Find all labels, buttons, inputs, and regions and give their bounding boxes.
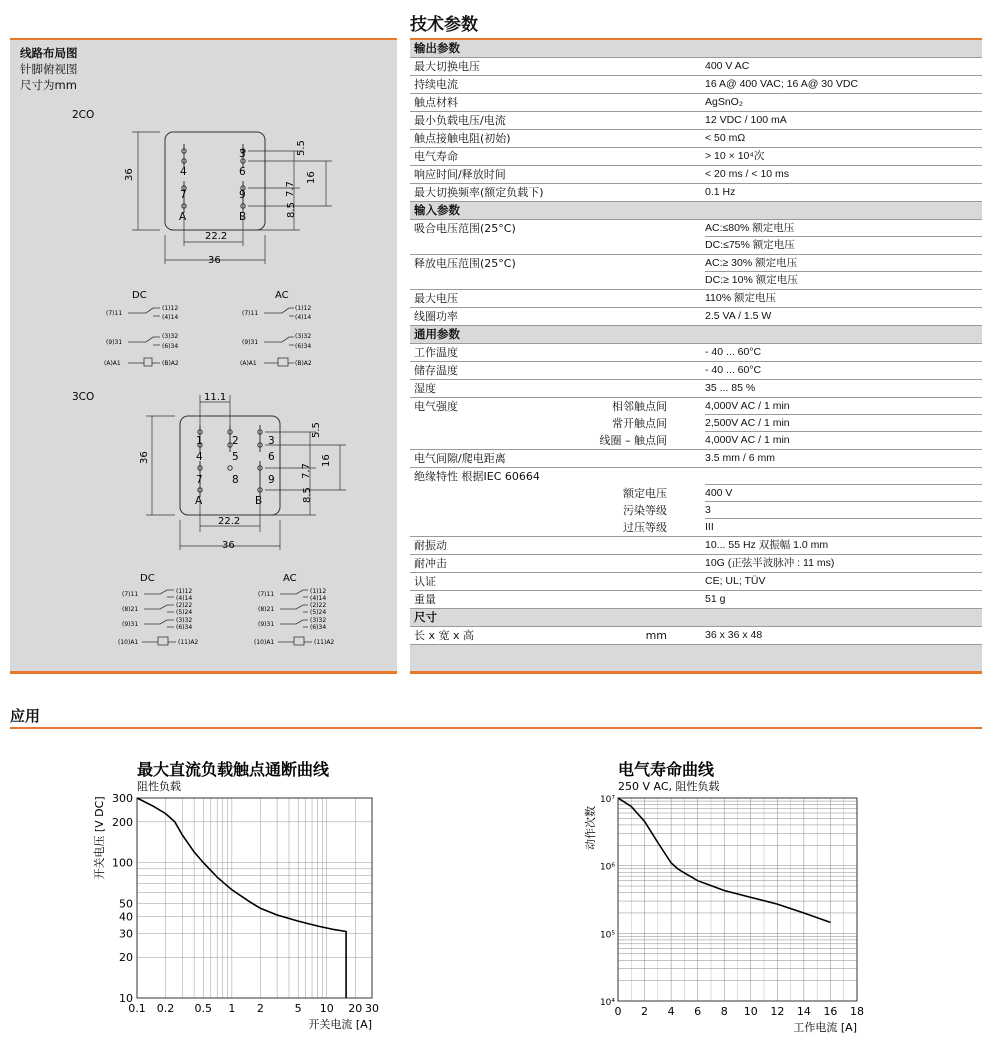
- spec-key: 工作温度: [414, 346, 458, 359]
- x-tick-label: 20: [348, 1002, 363, 1015]
- svg-text:(5)24: (5)24: [310, 609, 327, 616]
- svg-text:3: 3: [268, 435, 275, 447]
- chart-subtitle: 250 V AC, 阻性负载: [618, 780, 720, 793]
- spec-key: 绝缘特性 根据IEC 60664: [414, 470, 540, 483]
- spec-subkey: 污染等级: [623, 504, 667, 517]
- svg-text:A: A: [179, 211, 187, 223]
- svg-text:6: 6: [239, 166, 246, 178]
- spec-row: [410, 485, 982, 502]
- x-tick-label: 1: [228, 1002, 236, 1015]
- svg-text:8.5: 8.5: [286, 202, 297, 218]
- chart-title: 最大直流负载触点通断曲线: [137, 760, 330, 779]
- spec-key: 最大电压: [414, 292, 458, 305]
- svg-text:(A)A1: (A)A1: [240, 360, 257, 367]
- x-tick-label: 5: [294, 1002, 302, 1015]
- svg-text:7.7: 7.7: [301, 463, 312, 479]
- section-label: 输出参数: [414, 41, 460, 55]
- x-tick-label: 16: [823, 1005, 838, 1018]
- svg-text:(10)A1: (10)A1: [254, 639, 275, 646]
- spec-key: 最大切换电压: [414, 60, 480, 73]
- svg-text:(11)A2: (11)A2: [314, 639, 335, 646]
- spec-value: 2.5 VA / 1.5 W: [705, 310, 772, 322]
- svg-text:36: 36: [208, 255, 221, 266]
- svg-text:DC: DC: [132, 290, 147, 301]
- svg-text:(3)32: (3)32: [162, 333, 179, 340]
- spec-key: 认证: [414, 575, 436, 588]
- spec-value: - 40 ... 60°C: [705, 364, 762, 376]
- spec-value: > 10 × 10⁴次: [705, 150, 765, 162]
- spec-value: 36 x 36 x 48: [705, 629, 763, 641]
- spec-key: 线圈功率: [414, 310, 458, 323]
- x-tick-label: 2: [256, 1002, 264, 1015]
- svg-text:(4)14: (4)14: [176, 595, 193, 602]
- spec-row: [410, 255, 982, 272]
- spec-row: [410, 58, 982, 76]
- x-tick-label: 0.2: [156, 1002, 175, 1015]
- y-tick-label: 10⁴: [599, 998, 615, 1008]
- spec-value: < 20 ms / < 10 ms: [705, 168, 790, 180]
- x-tick-label: 2: [641, 1005, 649, 1018]
- svg-text:(1)12: (1)12: [295, 305, 312, 312]
- svg-text:(3)32: (3)32: [310, 617, 327, 624]
- spec-section-header: [410, 202, 982, 220]
- svg-text:(B)A2: (B)A2: [295, 360, 312, 367]
- svg-text:6: 6: [268, 451, 275, 463]
- y-tick-label: 50: [119, 897, 133, 911]
- spec-row: [410, 166, 982, 184]
- svg-text:B: B: [239, 211, 247, 223]
- spec-value: 4,000V AC / 1 min: [705, 434, 790, 446]
- y-tick-label: 100: [112, 856, 133, 870]
- spec-value: 2,500V AC / 1 min: [705, 417, 790, 429]
- x-axis-label: 工作电流 [A]: [793, 1021, 857, 1034]
- spec-row: [410, 468, 982, 485]
- svg-text:8: 8: [232, 474, 239, 486]
- spec-key: 耐冲击: [414, 557, 447, 570]
- svg-text:DC: DC: [140, 573, 155, 584]
- spec-key: 湿度: [414, 382, 436, 395]
- spec-row: [410, 555, 982, 573]
- dim-2co-left: 36: [124, 168, 135, 181]
- svg-text:11.1: 11.1: [204, 392, 227, 403]
- spec-section-header: [410, 40, 982, 58]
- spec-row: [410, 220, 982, 237]
- spec-value: 3.5 mm / 6 mm: [705, 452, 776, 464]
- svg-text:7: 7: [196, 474, 203, 486]
- y-tick-label: 10: [119, 992, 133, 1005]
- x-tick-label: 6: [694, 1005, 702, 1018]
- y-tick-label: 30: [119, 927, 133, 941]
- spec-section-header: [410, 609, 982, 627]
- spec-value: - 40 ... 60°C: [705, 346, 762, 358]
- left-bottom-rule: [10, 671, 397, 674]
- section-label: 尺寸: [414, 610, 437, 624]
- spec-key: 电气间隙/爬电距离: [414, 452, 506, 465]
- spec-subkey: mm: [645, 629, 667, 642]
- y-axis-label: 动作次数: [584, 806, 597, 850]
- spec-subkey: 常开触点间: [612, 417, 667, 430]
- x-tick-label: 4: [667, 1005, 675, 1018]
- panel-title: 线路布局图: [20, 46, 78, 60]
- spec-row: [410, 362, 982, 380]
- panel-subtitle: 针脚俯视图: [20, 62, 78, 76]
- spec-key: 电气强度: [414, 400, 458, 413]
- y-tick-label: 40: [119, 910, 133, 924]
- spec-value: < 50 mΩ: [705, 132, 746, 144]
- spec-row: [410, 308, 982, 326]
- spec-value: 10G (正弦半波脉冲 : 11 ms): [705, 557, 835, 569]
- spec-value: 12 VDC / 100 mA: [705, 114, 787, 126]
- spec-row: [410, 272, 982, 290]
- chart-subtitle: 阻性负载: [137, 780, 181, 793]
- svg-text:7: 7: [180, 189, 187, 201]
- spec-value: 51 g: [705, 593, 726, 605]
- x-tick-label: 18: [850, 1005, 864, 1018]
- svg-text:AC: AC: [275, 290, 289, 301]
- wiring-layout-panel: [10, 40, 397, 673]
- spec-value: 4,000V AC / 1 min: [705, 400, 790, 412]
- y-tick-label: 200: [112, 815, 133, 829]
- plot-frame: [137, 798, 372, 998]
- spec-key: 触点接触电阻(初始): [414, 132, 511, 145]
- chart-title: 电气寿命曲线: [618, 760, 715, 779]
- y-tick-label: 10⁷: [599, 795, 615, 805]
- spec-value: 35 ... 85 %: [705, 382, 756, 394]
- svg-text:16: 16: [306, 171, 317, 184]
- spec-row: [410, 290, 982, 308]
- spec-subkey: 线圈 – 触点间: [599, 434, 667, 447]
- label-3co: 3CO: [72, 391, 95, 403]
- spec-row: [410, 344, 982, 362]
- spec-row: [410, 537, 982, 555]
- spec-value: 16 A@ 400 VAC; 16 A@ 30 VDC: [705, 78, 859, 90]
- svg-text:16: 16: [321, 454, 332, 467]
- svg-text:(2)22: (2)22: [176, 602, 193, 609]
- svg-text:(B)A2: (B)A2: [162, 360, 179, 367]
- y-tick-label: 10⁵: [599, 930, 615, 941]
- x-tick-label: 10: [743, 1005, 758, 1018]
- svg-text:(9)31: (9)31: [258, 621, 275, 628]
- spec-row: [410, 627, 982, 645]
- spec-row: [410, 130, 982, 148]
- svg-text:5: 5: [232, 451, 239, 463]
- svg-text:5.5: 5.5: [296, 140, 307, 156]
- svg-text:(10)A1: (10)A1: [118, 639, 139, 646]
- svg-text:1: 1: [196, 435, 203, 447]
- spec-value: 400 V: [705, 487, 733, 499]
- svg-text:(7)11: (7)11: [258, 591, 275, 598]
- svg-text:B: B: [255, 495, 263, 507]
- spec-table: [410, 40, 982, 645]
- spec-value: 10... 55 Hz 双振幅 1.0 mm: [705, 539, 829, 551]
- svg-text:(1)12: (1)12: [176, 588, 193, 595]
- svg-text:36: 36: [139, 451, 150, 464]
- panel-unit-note: 尺寸为mm: [20, 78, 77, 92]
- x-axis-label: 开关电流 [A]: [308, 1018, 372, 1031]
- svg-text:(11)A2: (11)A2: [178, 639, 199, 646]
- spec-subkey: 相邻触点间: [612, 400, 667, 413]
- spec-table-footer: [410, 645, 982, 671]
- svg-text:(3)32: (3)32: [176, 617, 193, 624]
- svg-text:22.2: 22.2: [218, 516, 241, 527]
- spec-row: [410, 591, 982, 609]
- spec-row: [410, 432, 982, 450]
- spec-key: 触点材料: [414, 96, 458, 109]
- svg-text:3: 3: [239, 148, 246, 160]
- spec-row: [410, 148, 982, 166]
- x-tick-label: 0: [614, 1005, 622, 1018]
- svg-text:(6)34: (6)34: [295, 343, 312, 350]
- svg-text:AC: AC: [283, 573, 297, 584]
- spec-value: CE; UL; TÜV: [705, 575, 766, 587]
- svg-text:(8)21: (8)21: [258, 606, 275, 613]
- spec-row: [410, 573, 982, 591]
- spec-key: 持续电流: [414, 78, 458, 91]
- svg-text:5.5: 5.5: [311, 422, 322, 438]
- x-tick-label: 0.1: [128, 1002, 146, 1015]
- spec-value: DC:≥ 10% 额定电压: [705, 274, 798, 286]
- svg-text:(6)34: (6)34: [310, 624, 327, 631]
- spec-key: 重量: [414, 593, 436, 606]
- svg-text:9: 9: [239, 189, 246, 201]
- label-2co: 2CO: [72, 109, 95, 121]
- spec-value: AC:≥ 30% 额定电压: [705, 257, 798, 269]
- spec-subkey: 额定电压: [623, 487, 667, 500]
- spec-row: [410, 502, 982, 519]
- spec-row: [410, 380, 982, 398]
- spec-key: 最小负载电压/电流: [414, 114, 506, 127]
- spec-subkey: 过压等级: [623, 521, 667, 534]
- spec-row: [410, 398, 982, 415]
- electrical-life-chart: [580, 752, 880, 1037]
- application-rule: [10, 727, 982, 729]
- spec-key: 响应时间/释放时间: [414, 168, 506, 181]
- x-tick-label: 10: [319, 1002, 334, 1015]
- svg-text:(4)14: (4)14: [310, 595, 327, 602]
- svg-text:(9)31: (9)31: [106, 339, 123, 346]
- svg-text:(1)12: (1)12: [310, 588, 327, 595]
- svg-text:(6)34: (6)34: [176, 624, 193, 631]
- spec-row: [410, 519, 982, 537]
- y-axis-label: 开关电压 [V DC]: [93, 796, 106, 880]
- svg-text:(4)14: (4)14: [162, 314, 179, 321]
- spec-value: 0.1 Hz: [705, 186, 736, 198]
- x-tick-label: 0.5: [194, 1002, 213, 1015]
- svg-text:(8)21: (8)21: [122, 606, 139, 613]
- spec-title: 技术参数: [410, 15, 478, 35]
- svg-text:A: A: [195, 495, 203, 507]
- spec-key: 长 x 宽 x 高: [414, 629, 475, 642]
- svg-text:(1)12: (1)12: [162, 305, 179, 312]
- svg-text:2: 2: [232, 435, 239, 447]
- spec-key: 储存温度: [414, 364, 458, 377]
- spec-section-header: [410, 326, 982, 344]
- svg-text:36: 36: [222, 540, 235, 551]
- svg-text:(9)31: (9)31: [122, 621, 139, 628]
- svg-text:4: 4: [196, 451, 203, 463]
- spec-row: [410, 76, 982, 94]
- y-tick-label: 10⁶: [599, 862, 615, 873]
- svg-text:(A)A1: (A)A1: [104, 360, 121, 367]
- spec-value: DC:≤75% 额定电压: [705, 239, 795, 251]
- svg-text:(5)24: (5)24: [176, 609, 193, 616]
- spec-key: 最大切换频率(额定负载下): [414, 186, 544, 199]
- spec-row: [410, 94, 982, 112]
- svg-text:(4)14: (4)14: [295, 314, 312, 321]
- svg-text:9: 9: [268, 474, 275, 486]
- svg-text:(7)11: (7)11: [122, 591, 139, 598]
- svg-text:22.2: 22.2: [205, 231, 228, 242]
- y-tick-label: 20: [119, 951, 133, 965]
- svg-text:(6)34: (6)34: [162, 343, 179, 350]
- x-tick-label: 30: [365, 1002, 379, 1015]
- application-title: 应用: [10, 707, 41, 725]
- spec-value: AC:≤80% 额定电压: [705, 222, 795, 234]
- spec-row: [410, 237, 982, 255]
- section-label: 通用参数: [414, 327, 460, 341]
- right-bottom-rule: [410, 671, 982, 674]
- spec-key: 耐振动: [414, 539, 447, 552]
- svg-text:7.7: 7.7: [285, 181, 296, 197]
- spec-row: [410, 184, 982, 202]
- svg-text:(9)31: (9)31: [242, 339, 259, 346]
- spec-row: [410, 450, 982, 468]
- dc-load-chart: [80, 752, 390, 1037]
- spec-value: 400 V AC: [705, 60, 750, 72]
- pin-diagrams: [10, 40, 397, 673]
- spec-row: [410, 415, 982, 432]
- spec-key: 吸合电压范围(25°C): [414, 222, 516, 235]
- x-tick-label: 8: [720, 1005, 728, 1018]
- svg-text:(3)32: (3)32: [295, 333, 312, 340]
- svg-text:8.5: 8.5: [302, 487, 313, 503]
- spec-row: [410, 112, 982, 130]
- spec-value: III: [705, 521, 714, 533]
- spec-key: 释放电压范围(25°C): [414, 257, 516, 270]
- x-tick-label: 12: [770, 1005, 785, 1018]
- series-line: [137, 798, 346, 998]
- x-tick-label: 14: [796, 1005, 811, 1018]
- svg-text:(7)11: (7)11: [106, 310, 123, 317]
- spec-key: 电气寿命: [414, 150, 458, 163]
- spec-value: 110% 额定电压: [705, 292, 776, 304]
- y-tick-label: 300: [112, 792, 133, 805]
- section-label: 输入参数: [414, 203, 460, 217]
- svg-text:4: 4: [180, 166, 187, 178]
- spec-value: AgSnO₂: [705, 96, 743, 108]
- svg-text:(7)11: (7)11: [242, 310, 259, 317]
- spec-value: 3: [705, 504, 711, 516]
- svg-text:(2)22: (2)22: [310, 602, 327, 609]
